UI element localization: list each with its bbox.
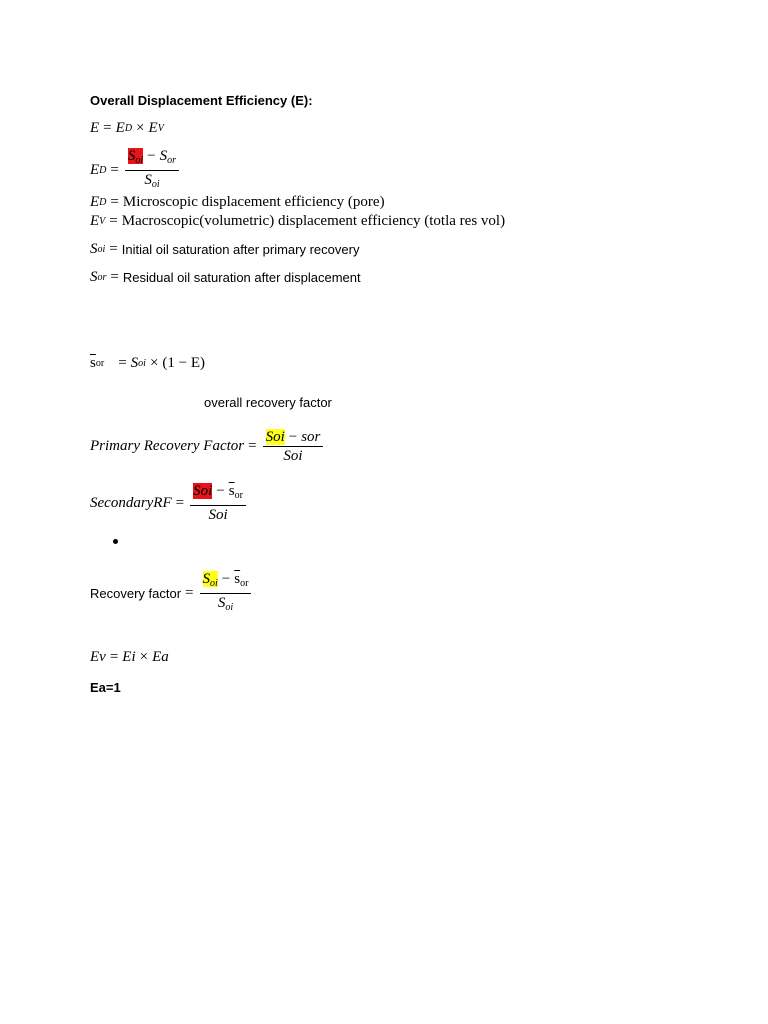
eq-operator: = [175, 494, 185, 511]
definition-sor [90, 269, 361, 286]
eq-symbol: E [115, 120, 125, 136]
fraction [200, 570, 252, 617]
eq-operator: − [216, 483, 225, 499]
definition-text: Initial oil saturation after primary recovery [121, 242, 360, 257]
highlight-yellow [203, 571, 218, 587]
eq-symbol: E [148, 120, 158, 136]
eq-operator: − [147, 148, 156, 164]
fraction [125, 147, 179, 194]
eq-subscript: or [240, 578, 249, 589]
eq-operator: = [110, 269, 119, 285]
eq-symbol: S [130, 355, 139, 371]
eq-symbol: $\overline{s}$ [90, 355, 96, 371]
fraction-denominator: Soi [208, 507, 228, 523]
eq-symbol: S [90, 269, 98, 285]
eq-expression: (1 − E) [162, 355, 206, 371]
fraction-denominator: Soi [283, 448, 303, 464]
eq-operator: × [149, 355, 159, 371]
eq-symbol: E [90, 120, 100, 136]
eq-subscript: D [99, 165, 107, 176]
heading-text: Overall Displacement Efficiency (E): [90, 93, 313, 108]
equation-primary-recovery [90, 428, 325, 465]
eq-operator: = [109, 241, 118, 257]
equation-recovery-factor [90, 570, 253, 617]
fraction [263, 428, 324, 465]
eq-operator: = [109, 213, 118, 229]
eq-operator: = [103, 120, 112, 136]
eq-symbol: S [159, 148, 168, 164]
ea-value-line [90, 680, 121, 695]
equation-volumetric-efficiency [90, 649, 169, 666]
eq-symbol: E [90, 194, 100, 210]
eq-operator: = [110, 194, 119, 210]
eq-symbol: S [217, 595, 226, 611]
eq-subscript: or [95, 358, 105, 369]
eq-symbol: S [90, 241, 98, 257]
eq-subscript: oi [225, 602, 234, 613]
eq-symbol: Primary Recovery Factor [90, 438, 245, 454]
definition-soi [90, 241, 359, 258]
eq-subscript: or [167, 155, 177, 166]
eq-subscript: oi [97, 244, 106, 255]
ea-value-text: Ea=1 [90, 680, 121, 695]
eq-subscript: D [99, 197, 107, 208]
definition-text: Microscopic displacement efficiency (pore) [122, 194, 385, 210]
equation-overall-efficiency [90, 120, 164, 137]
fraction [190, 482, 246, 524]
eq-operator: − [288, 429, 298, 445]
eq-subscript: or [97, 272, 107, 283]
fraction-numerator [200, 570, 252, 594]
fraction-numerator [190, 482, 246, 506]
highlight-red [128, 148, 143, 164]
eq-subscript: V [157, 123, 164, 134]
eq-symbol: Ev [90, 649, 106, 665]
eq-symbol: $\overline{s}$ [228, 483, 235, 499]
definition-text: Macroscopic(volumetric) displacement efficiency (totla res vol) [121, 213, 506, 229]
eq-operator: × [136, 120, 145, 136]
section-heading [90, 93, 313, 108]
fraction-denominator [215, 594, 236, 617]
fraction-numerator [263, 428, 324, 447]
eq-symbol: $\overline{s}$ [234, 571, 241, 587]
eq-symbol: E [90, 213, 100, 229]
eq-symbol: S [127, 148, 136, 164]
eq-symbol: Ea [152, 649, 169, 665]
equation-secondary-recovery [90, 482, 248, 524]
eq-operator: = [248, 438, 257, 454]
eq-subscript: oi [151, 179, 160, 190]
fraction-numerator [125, 147, 179, 171]
eq-operator: = [185, 585, 194, 601]
equation-microscopic-efficiency [90, 147, 181, 194]
equation-residual-saturation [90, 355, 205, 372]
highlight-yellow: Soi [265, 429, 285, 445]
eq-subscript: D [124, 123, 133, 134]
eq-operator: = [118, 355, 127, 371]
note-text [204, 395, 332, 410]
eq-label: Recovery factor [90, 586, 182, 601]
eq-subscript: oi [210, 578, 218, 589]
definition-ev [90, 213, 505, 230]
definition-ed [90, 194, 385, 211]
note-label: overall recovery factor [204, 395, 332, 410]
eq-symbol: E [90, 162, 100, 178]
eq-symbol: SecondaryRF [90, 494, 172, 511]
highlight-red: Soi [193, 483, 213, 499]
eq-symbol: Ei [122, 649, 136, 665]
eq-subscript: oi [135, 155, 144, 166]
eq-operator: = [110, 162, 119, 178]
eq-operator: = [109, 649, 119, 665]
eq-operator: × [139, 649, 149, 665]
eq-operator: − [221, 571, 231, 587]
eq-subscript: V [99, 216, 106, 227]
eq-symbol: S [202, 571, 211, 587]
eq-subscript: or [234, 490, 243, 501]
fraction-denominator [141, 171, 162, 194]
bullet-point [113, 539, 118, 544]
definition-text: Residual oil saturation after displacement [122, 270, 361, 285]
eq-symbol: S [144, 172, 152, 188]
eq-symbol: sor [301, 429, 321, 445]
eq-subscript: oi [138, 358, 146, 369]
